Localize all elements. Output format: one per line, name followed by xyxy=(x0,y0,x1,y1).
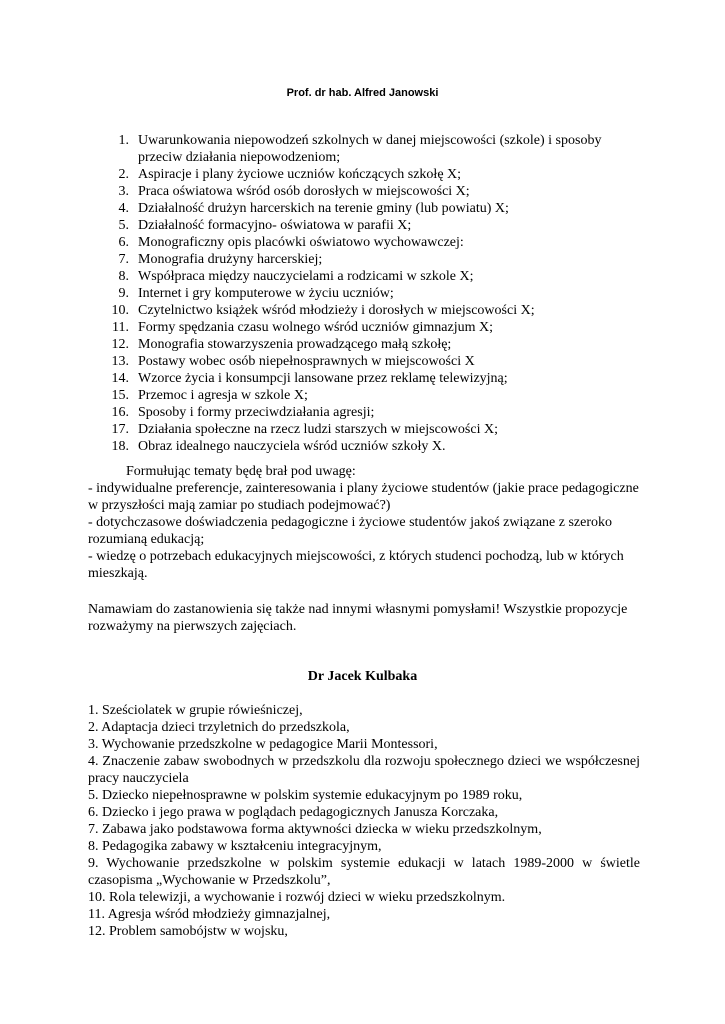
list-item xyxy=(88,370,648,387)
list-item-number: 14. xyxy=(111,371,129,386)
list-item: 7. Zabawa jako podstawowa forma aktywności dziecka w wieku przedszkolnym, xyxy=(88,822,542,837)
list-item-text: Działalność formacyjno- oświatowa w parafii X; xyxy=(138,218,412,233)
list-item xyxy=(88,251,648,268)
list-item-text: Działania społeczne na rzecz ludzi starszych w miejscowości X; xyxy=(138,422,498,437)
list-item-text: Praca oświatowa wśród osób dorosłych w miejscowości X; xyxy=(138,184,470,199)
section-header-janowski: Prof. dr hab. Alfred Janowski xyxy=(286,87,439,99)
list-item-text: Działalność drużyn harcerskich na terenie gminy (lub powiatu) X; xyxy=(138,201,509,216)
list-item: 1. Sześciolatek w grupie rówieśniczej, xyxy=(88,703,303,718)
list-item xyxy=(88,183,648,200)
list-item xyxy=(88,166,648,183)
list-item-text: Aspiracje i plany życiowe uczniów kończących szkołę X; xyxy=(138,167,462,182)
list-item-number: 4. xyxy=(118,201,129,216)
list-item-number: 8. xyxy=(118,269,129,284)
list-item xyxy=(88,404,648,421)
notes-point: - wiedzę o potrzebach edukacyjnych miejscowości, z których studenci pochodzą, lub w których mieszkają. xyxy=(88,549,624,581)
notes-point: - indywidualne preferencje, zainteresowania i plany życiowe studentów (jakie prace pedagogiczne w przyszłości mają zamiar po studiach podejmować?) xyxy=(88,481,639,513)
list-item-text: Monografia stowarzyszenia prowadzącego małą szkołę; xyxy=(138,337,452,352)
list-item xyxy=(88,336,648,353)
list-item-text: Czytelnictwo książek wśród młodzieży i dorosłych w miejscowości X; xyxy=(138,303,535,318)
list-item-number: 1. xyxy=(118,133,129,148)
list-item xyxy=(88,387,648,404)
list-item-number: 10. xyxy=(111,303,129,318)
list-item-number: 13. xyxy=(111,354,129,369)
list-item xyxy=(88,438,648,455)
notes-point: - dotychczasowe doświadczenia pedagogiczne i życiowe studentów jakoś związane z szeroko rozumianą edukacją; xyxy=(88,515,613,547)
topics-list-janowski xyxy=(88,132,648,455)
list-item xyxy=(88,421,648,438)
list-item xyxy=(88,319,648,336)
list-item-text: Monograficzny opis placówki oświatowo wychowawczej: xyxy=(138,235,464,250)
list-item-number: 11. xyxy=(112,320,129,335)
list-item-text: Formy spędzania czasu wolnego wśród uczniów gimnazjum X; xyxy=(138,320,493,335)
list-item: 6. Dziecko i jego prawa w poglądach pedagogicznych Janusza Korczaka, xyxy=(88,805,499,820)
list-item: 12. Problem samobójstw w wojsku, xyxy=(88,924,288,939)
list-item: 3. Wychowanie przedszkolne w pedagogice Marii Montessori, xyxy=(88,737,438,752)
list-item-number: 2. xyxy=(118,167,129,182)
list-item-text: Internet i gry komputerowe w życiu uczniów; xyxy=(138,286,394,301)
list-item-text: Przemoc i agresja w szkole X; xyxy=(138,388,308,403)
list-item xyxy=(88,217,648,234)
list-item xyxy=(88,353,648,370)
topics-list-kulbaka xyxy=(88,702,640,940)
list-item-number: 15. xyxy=(111,388,129,403)
list-item xyxy=(88,132,648,166)
list-item: 10. Rola telewizji, a wychowanie i rozwój dzieci w wieku przedszkolnym. xyxy=(88,890,506,905)
list-item-text: Postawy wobec osób niepełnosprawnych w miejscowości X xyxy=(138,354,475,369)
section-header-kulbaka: Dr Jacek Kulbaka xyxy=(307,669,418,684)
list-item-text: Współpraca między nauczycielami a rodzicami w szkole X; xyxy=(138,269,474,284)
list-item-number: 18. xyxy=(111,439,129,454)
list-item-number: 17. xyxy=(111,422,129,437)
list-item xyxy=(88,234,648,251)
list-item: 9. Wychowanie przedszkolne w polskim systemie edukacji w latach 1989-2000 w świetle czasopisma „Wychowanie w Przedszkolu”, xyxy=(88,856,640,888)
list-item xyxy=(88,268,648,285)
list-item-number: 9. xyxy=(118,286,129,301)
list-item-text: Uwarunkowania niepowodzeń szkolnych w danej miejscowości (szkole) i sposoby przeciw działania niepowodzeniom; xyxy=(138,133,602,165)
closing-paragraph: Namawiam do zastanowienia się także nad innymi własnymi pomysłami! Wszystkie propozycje rozważymy na pierwszych zajęciach. xyxy=(88,602,628,634)
list-item-text: Monografia drużyny harcerskiej; xyxy=(138,252,323,267)
list-item-number: 3. xyxy=(118,184,129,199)
list-item: 2. Adaptacja dzieci trzyletnich do przedszkola, xyxy=(88,720,350,735)
list-item: 8. Pedagogika zabawy w kształceniu integracyjnym, xyxy=(88,839,382,854)
list-item-text: Sposoby i formy przeciwdziałania agresji; xyxy=(138,405,375,420)
notes-paragraph xyxy=(88,463,648,582)
list-item-number: 16. xyxy=(111,405,129,420)
list-item xyxy=(88,285,648,302)
list-item-text: Wzorce życia i konsumpcji lansowane przez reklamę telewizyjną; xyxy=(138,371,508,386)
list-item-number: 7. xyxy=(118,252,129,267)
list-item xyxy=(88,302,648,319)
list-item-number: 12. xyxy=(111,337,129,352)
list-item-number: 5. xyxy=(118,218,129,233)
list-item xyxy=(88,200,648,217)
list-item: 5. Dziecko niepełnosprawne w polskim systemie edukacyjnym po 1989 roku, xyxy=(88,788,523,803)
list-item-number: 6. xyxy=(118,235,129,250)
list-item-text: Obraz idealnego nauczyciela wśród uczniów szkoły X. xyxy=(138,439,446,454)
notes-intro: Formułując tematy będę brał pod uwagę: xyxy=(126,464,356,479)
list-item: 4. Znaczenie zabaw swobodnych w przedszkolu dla rozwoju społecznego dzieci we współczesnej pracy nauczyciela xyxy=(88,754,640,786)
list-item: 11. Agresja wśród młodzieży gimnazjalnej, xyxy=(88,907,331,922)
